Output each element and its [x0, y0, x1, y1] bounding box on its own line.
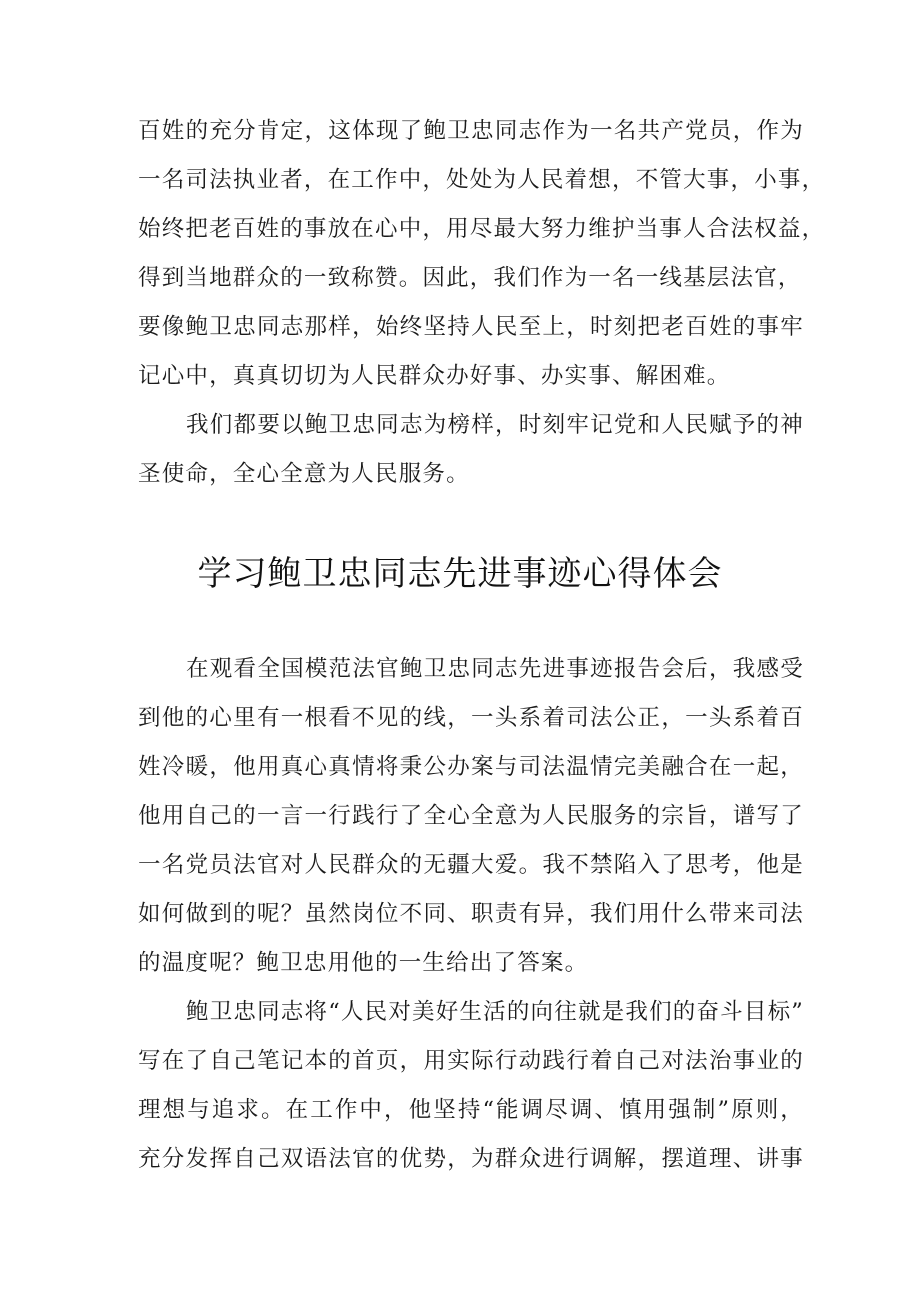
paragraph-line: 鲍卫忠同志将“人民对美好生活的向往就是我们的奋斗目标” — [186, 999, 804, 1025]
paragraph-line: 他用自己的一言一行践行了全心全意为人民服务的宗旨，谱写了 — [138, 803, 804, 829]
paragraph-line: 充分发挥自己双语法官的优势，为群众进行调解，摆道理、讲事 — [138, 1146, 804, 1172]
paragraph-line: 姓冷暖，他用真心真情将秉公办案与司法温情完美融合在一起， — [138, 754, 804, 780]
paragraph-line: 写在了自己笔记本的首页，用实际行动践行着自己对法治事业的 — [138, 1048, 804, 1074]
paragraph-line: 在观看全国模范法官鲍卫忠同志先进事迹报告会后，我感受 — [186, 656, 804, 682]
paragraph-line: 理想与追求。在工作中，他坚持“能调尽调、慎用强制”原则， — [138, 1097, 804, 1123]
article-title: 学习鲍卫忠同志先进事迹心得体会 — [197, 554, 723, 594]
paragraph-line: 一名司法执业者，在工作中，处处为人民着想，不管大事，小事， — [138, 167, 826, 193]
paragraph-line: 圣使命，全心全意为人民服务。 — [138, 461, 470, 487]
paragraph-line: 我们都要以鲍卫忠同志为榜样，时刻牢记党和人民赋予的神 — [186, 412, 804, 438]
paragraph-line: 始终把老百姓的事放在心中，用尽最大努力维护当事人合法权益， — [138, 216, 826, 242]
paragraph-line: 到他的心里有一根看不见的线，一头系着司法公正，一头系着百 — [138, 705, 804, 731]
paragraph-line: 记心中，真真切切为人民群众办好事、办实事、解困难。 — [138, 363, 731, 389]
paragraph-line: 要像鲍卫忠同志那样，始终坚持人民至上，时刻把老百姓的事牢 — [138, 314, 804, 340]
paragraph-line: 如何做到的呢？虽然岗位不同、职责有异，我们用什么带来司法 — [138, 901, 804, 927]
paragraph-line: 百姓的充分肯定，这体现了鲍卫忠同志作为一名共产党员，作为 — [138, 118, 804, 144]
paragraph-line: 的温度呢？鲍卫忠用他的一生给出了答案。 — [138, 950, 589, 976]
paragraph-line: 得到当地群众的一致称赞。因此，我们作为一名一线基层法官， — [138, 265, 802, 291]
paragraph-line: 一名党员法官对人民群众的无疆大爱。我不禁陷入了思考，他是 — [138, 852, 804, 878]
